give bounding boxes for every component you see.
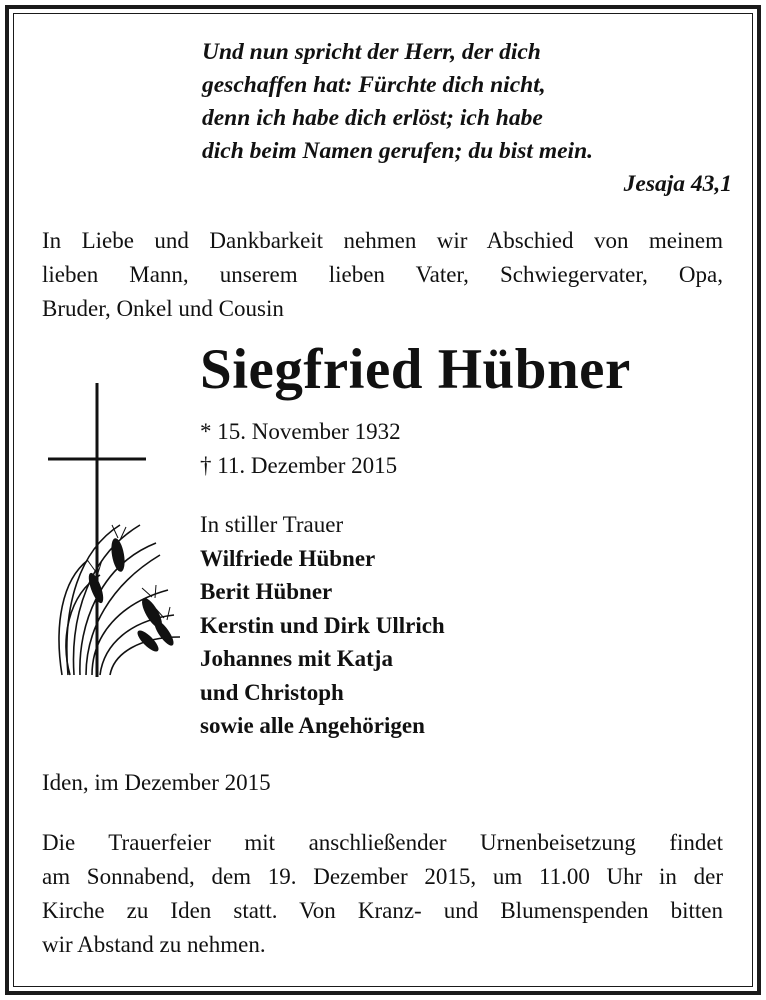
wheat-awns-icon <box>88 525 170 620</box>
deceased-name: Siegfried Hübner <box>200 338 631 401</box>
mourners-list <box>200 508 445 743</box>
funeral-info <box>42 826 723 962</box>
funeral-info-line: Kirche zu Iden statt. Von Kranz- und Blumenspenden bitten <box>42 898 723 923</box>
mourner-name: und Christoph <box>200 679 344 705</box>
funeral-info-line: Die Trauerfeier mit anschließender Urnenbeisetzung findet <box>42 830 723 855</box>
mourner-name: Wilfriede Hübner <box>200 545 376 571</box>
cross-with-wheat-icon <box>40 375 180 685</box>
verse-reference: Jesaja 43,1 <box>623 171 732 197</box>
verse-line: dich beim Namen gerufen; du bist mein. <box>202 138 594 164</box>
funeral-info-line: am Sonnabend, dem 19. Dezember 2015, um 11.00 Uhr in der <box>42 864 723 889</box>
place-date: Iden, im Dezember 2015 <box>42 770 271 795</box>
intro-line: In Liebe und Dankbarkeit nehmen wir Abschied von meinem <box>42 228 723 253</box>
intro-line: lieben Mann, unserem lieben Vater, Schwiegervater, Opa, <box>42 262 723 287</box>
mourner-name: Berit Hübner <box>200 579 333 604</box>
mourner-name: Johannes mit Katja <box>200 646 393 671</box>
funeral-info-line: wir Abstand zu nehmen. <box>42 932 266 957</box>
death-date: † 11. Dezember 2015 <box>200 453 398 478</box>
verse-line: Und nun spricht der Herr, der dich <box>202 39 541 65</box>
mourners-heading: In stiller Trauer <box>200 512 344 537</box>
mourner-name: sowie alle Angehörigen <box>200 713 425 738</box>
verse-line: geschaffen hat: Fürchte dich nicht, <box>202 72 546 98</box>
birth-date: * 15. November 1932 <box>200 419 401 444</box>
bible-verse <box>202 36 702 168</box>
intro-line: Bruder, Onkel und Cousin <box>42 296 284 321</box>
wheat-ears-icon <box>86 537 177 654</box>
life-dates <box>200 415 401 483</box>
verse-line: denn ich habe dich erlöst; ich habe <box>202 105 543 131</box>
mourner-name: Kerstin und Dirk Ullrich <box>200 612 445 638</box>
intro-paragraph <box>42 224 723 326</box>
